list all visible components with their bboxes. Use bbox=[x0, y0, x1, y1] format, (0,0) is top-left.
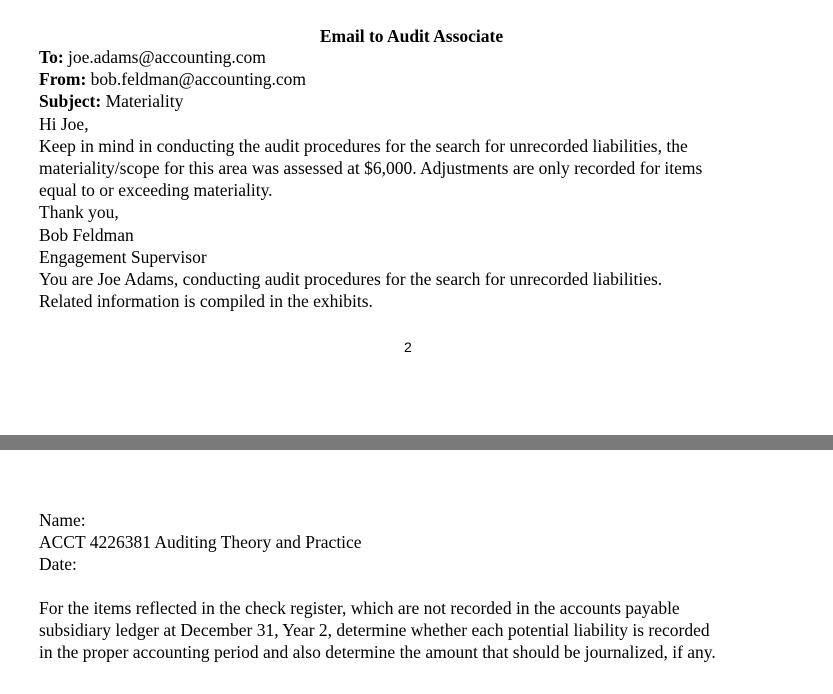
email-from-value: bob.feldman@accounting.com bbox=[90, 69, 307, 90]
email-body-line: materiality/scope for this area was assessed at $6,000. Adjustments are only recorded for items bbox=[39, 158, 703, 179]
date-field-label: Date: bbox=[39, 554, 77, 575]
page-number: 2 bbox=[404, 339, 412, 355]
instructions-paragraph bbox=[39, 597, 799, 664]
instruction-line: For the items reflected in the check register, which are not recorded in the accounts payable bbox=[39, 598, 680, 618]
email-subject-label: Subject: bbox=[39, 91, 102, 112]
document-title: Email to Audit Associate bbox=[319, 26, 504, 46]
email-subject-value: Materiality bbox=[105, 91, 184, 112]
email-body-line: equal to or exceeding materiality. bbox=[39, 180, 273, 201]
signature-name: Bob Feldman bbox=[39, 224, 134, 245]
email-to-line bbox=[39, 46, 799, 68]
email-to-label: To: bbox=[39, 47, 64, 67]
page-break bbox=[0, 434, 833, 452]
context-line: You are Joe Adams, conducting audit procedures for the search for unrecorded liabilities. bbox=[39, 269, 663, 290]
email-subject-line bbox=[39, 90, 799, 112]
name-field-label: Name: bbox=[39, 510, 86, 530]
email-closing: Thank you, bbox=[39, 202, 119, 223]
email-from-line bbox=[39, 68, 799, 90]
signature-title: Engagement Supervisor bbox=[39, 246, 207, 267]
email-from-label: From: bbox=[39, 69, 87, 90]
course-title: ACCT 4226381 Auditing Theory and Practice bbox=[39, 532, 362, 553]
context-line: Related information is compiled in the exhibits. bbox=[39, 291, 373, 312]
email-body-line: Keep in mind in conducting the audit procedures for the search for unrecorded liabilities, the bbox=[39, 135, 688, 156]
instruction-line: subsidiary ledger at December 31, Year 2, determine whether each potential liability is recorded bbox=[39, 620, 710, 641]
instruction-line: in the proper accounting period and also determine the amount that should be journalized, if any. bbox=[39, 642, 716, 663]
page-break-bar bbox=[0, 435, 833, 450]
email-greeting: Hi Joe, bbox=[39, 113, 89, 134]
email-body bbox=[39, 46, 799, 312]
student-header bbox=[39, 509, 799, 576]
email-to-value: joe.adams@accounting.com bbox=[68, 47, 266, 67]
